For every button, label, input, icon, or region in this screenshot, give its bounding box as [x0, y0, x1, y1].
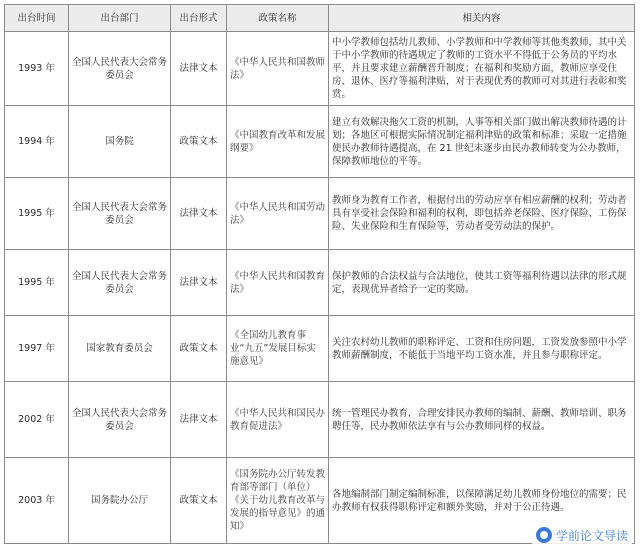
- cell-form: 政策文本: [171, 458, 227, 544]
- cell-content: 建立有效解决拖欠工资的机制，人事等相关部门做出解决教师待遇的计划；各地区可根据实际情况制定福利津贴的政策和标准；采取一定措施使民办教师待遇提高，在 21 世纪末逐步由民办教师转变为公办教师，保障教师地位的平等。: [329, 106, 635, 178]
- cell-policy-name: 《全国幼儿教育事业“九五”发展目标实施意见》: [227, 316, 329, 382]
- header-row: [5, 5, 635, 32]
- cell-content: 教师身为教育工作者，根据付出的劳动应享有相应薪酬的权利；劳动者具有享受社会保险和福利的权利，即包括养老保险、医疗保险、工伤保险、失业保险和生育保险等，劳动者受劳动法的保护。: [329, 178, 635, 250]
- cell-year: 1993 年: [5, 32, 69, 106]
- cell-year: 1994 年: [5, 106, 69, 178]
- cell-policy-name: 《中华人民共和国教育法》: [227, 250, 329, 316]
- header-year: 出台时间: [5, 5, 69, 32]
- cell-dept: 全国人民代表大会常务委员会: [69, 250, 171, 316]
- cell-content: 保护教师的合法权益与合法地位，使其工资等福利待遇以法律的形式规定，表现优异者给予一定的奖励。: [329, 250, 635, 316]
- cell-dept: 全国人民代表大会常务委员会: [69, 178, 171, 250]
- cell-form: 法律文本: [171, 382, 227, 458]
- cell-year: 1995 年: [5, 250, 69, 316]
- cell-year: 1997 年: [5, 316, 69, 382]
- cell-policy-name: 《中华人民共和国教师法》: [227, 32, 329, 106]
- cell-dept: 全国人民代表大会常务委员会: [69, 382, 171, 458]
- watermark-text: 学前论文导读: [555, 528, 628, 543]
- header-content: 相关内容: [329, 5, 635, 32]
- policy-table: [4, 4, 635, 544]
- cell-form: 法律文本: [171, 250, 227, 316]
- table-row: [5, 178, 635, 250]
- cell-year: 2003 年: [5, 458, 69, 544]
- cell-form: 法律文本: [171, 178, 227, 250]
- table-row: [5, 316, 635, 382]
- cell-policy-name: 《国务院办公厅转发教育部等部门（单位）《关于幼儿教育改革与发展的指导意见》的通知》: [227, 458, 329, 544]
- table-row: [5, 250, 635, 316]
- cell-content: 各地编制部门制定编制标准，以保障满足幼儿教师身份地位的需要；民办教师有权获得职称评定和额外奖励，并对于公正待遇。: [329, 458, 635, 544]
- table-row: [5, 106, 635, 178]
- table-row: [5, 382, 635, 458]
- cell-policy-name: 《中华人民共和国劳动法》: [227, 178, 329, 250]
- cell-form: 法律文本: [171, 32, 227, 106]
- table-row: [5, 32, 635, 106]
- header-dept: 出台部门: [69, 5, 171, 32]
- cell-dept: 全国人民代表大会常务委员会: [69, 32, 171, 106]
- cell-year: 1995 年: [5, 178, 69, 250]
- cell-dept: 国家教育委员会: [69, 316, 171, 382]
- cell-content: 统一管理民办教育，合理安排民办教师的编制、薪酬、教师培训、职务聘任等，民办教师依法享有与公办教师同样的权益。: [329, 382, 635, 458]
- cell-policy-name: 《中国教育改革和发展纲要》: [227, 106, 329, 178]
- cell-dept: 国务院: [69, 106, 171, 178]
- cell-year: 2002 年: [5, 382, 69, 458]
- cell-policy-name: 《中华人民共和国民办教育促进法》: [227, 382, 329, 458]
- header-form: 出台形式: [171, 5, 227, 32]
- wechat-icon: [536, 527, 552, 543]
- cell-dept: 国务院办公厅: [69, 458, 171, 544]
- watermark: [532, 524, 632, 546]
- cell-content: 中小学教师包括幼儿教师、小学教师和中学教师等其他类教师，其中关于中小学教师的待遇规定了教师的工资水平不得低于公务员的平均水平，并且要求建立薪酬晋升制度；在福利和奖励方面，教师应享受住房、退休、医疗等福利津贴，对于表现优秀的教师可对其进行表彰和奖赏。: [329, 32, 635, 106]
- header-name: 政策名称: [227, 5, 329, 32]
- cell-form: 政策文本: [171, 316, 227, 382]
- cell-content: 关注农村幼儿教师的职称评定、工资和住房问题，工资发放参照中小学教师薪酬制度，不能低于当地平均工资水准，并且参与职称评定。: [329, 316, 635, 382]
- cell-form: 政策文本: [171, 106, 227, 178]
